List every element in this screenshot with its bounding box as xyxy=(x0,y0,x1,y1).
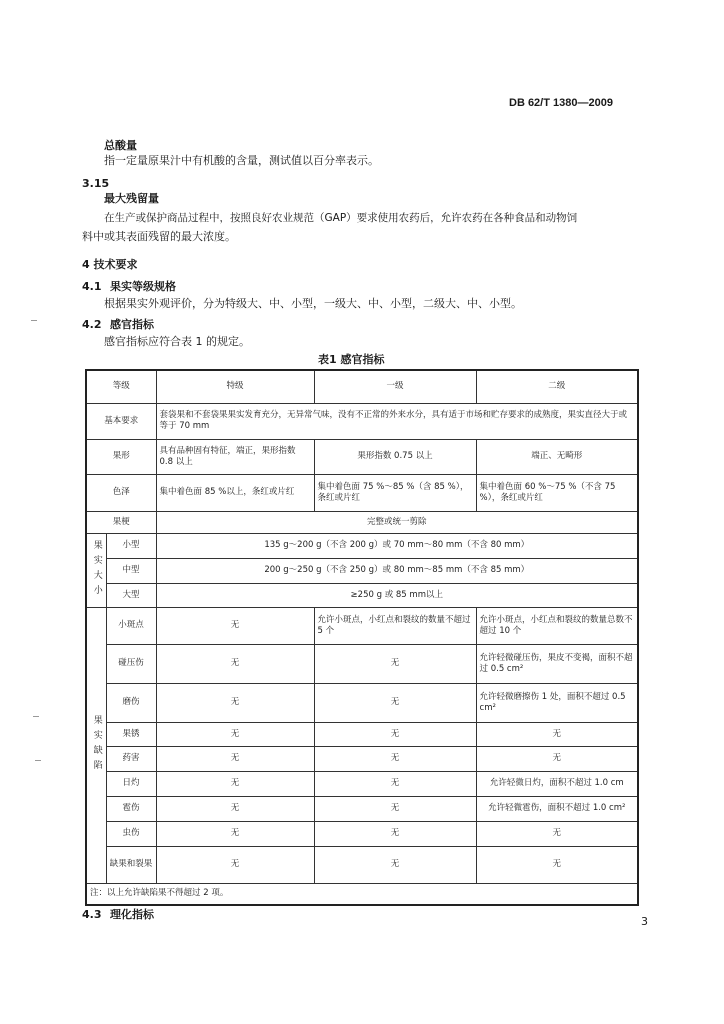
fruit-defect-group-label: 果实缺陷 xyxy=(86,607,106,883)
pesticide-damage-label: 药害 xyxy=(106,746,156,771)
fruit-shape-first: 果形指数 0.75 以上 xyxy=(314,439,476,474)
rust-first: 无 xyxy=(314,722,476,746)
insect-first: 无 xyxy=(314,821,476,846)
small-spot-second: 允许小斑点，小红点和裂纹的数量总数不超过 10 个 xyxy=(476,607,638,644)
hail-special: 无 xyxy=(156,796,314,821)
color-second: 集中着色面 60 %～75 %（不含 75 %），条红或片红 xyxy=(476,474,638,511)
pesticide-special: 无 xyxy=(156,746,314,771)
header-second-grade: 二级 xyxy=(476,370,638,403)
crack-fruit-label: 缺果和裂果 xyxy=(106,846,156,883)
section-4-1-number: 4.1 xyxy=(82,280,102,293)
basic-requirement-label: 基本要求 xyxy=(86,403,156,439)
crack-first: 无 xyxy=(314,846,476,883)
rust-special: 无 xyxy=(156,722,314,746)
size-large-text: ≥250 g 或 85 mm以上 xyxy=(156,583,638,607)
rust-second: 无 xyxy=(476,722,638,746)
size-medium-text: 200 g～250 g（不含 250 g）或 80 mm～85 mm（不含 85 mm） xyxy=(156,558,638,583)
crush-first: 无 xyxy=(314,644,476,683)
fruit-shape-label: 果形 xyxy=(86,439,156,474)
rust-label: 果锈 xyxy=(106,722,156,746)
crush-label: 碰压伤 xyxy=(106,644,156,683)
fruit-size-group-label: 果实大小 xyxy=(86,533,106,607)
size-small-text: 135 g～200 g（不含 200 g）或 70 mm～80 mm（不含 80 mm） xyxy=(156,533,638,558)
section-3-15-definition-line2: 料中或其表面残留的最大浓度。 xyxy=(82,230,236,243)
color-special: 集中着色面 85 %以上，条红或片红 xyxy=(156,474,314,511)
insect-damage-label: 虫伤 xyxy=(106,821,156,846)
section-3-15-definition-line1: 在生产或保护商品过程中，按照良好农业规范（GAP）要求使用农药后，允许农药在各种食品和动物饲 xyxy=(104,212,578,224)
header-first-grade: 一级 xyxy=(314,370,476,403)
color-label: 色泽 xyxy=(86,474,156,511)
size-small-label: 小型 xyxy=(106,533,156,558)
section-4-3-number: 4.3 xyxy=(82,908,102,921)
abrasion-special: 无 xyxy=(156,683,314,722)
sunburn-second: 允许轻微日灼，面积不超过 1.0 cm xyxy=(476,771,638,796)
section-4-2-number: 4.2 xyxy=(82,318,102,331)
page-number: 3 xyxy=(641,915,648,928)
size-large-label: 大型 xyxy=(106,583,156,607)
header-grade-cell: 等级 xyxy=(86,370,156,403)
section-4-1-title: 果实等级规格 xyxy=(110,280,176,293)
table-note: 注：以上允许缺陷果不得超过 2 项。 xyxy=(86,883,638,905)
sunburn-special: 无 xyxy=(156,771,314,796)
size-medium-label: 中型 xyxy=(106,558,156,583)
color-first: 集中着色面 75 %～85 %（含 85 %），条红或片红 xyxy=(314,474,476,511)
sunburn-first: 无 xyxy=(314,771,476,796)
pesticide-first: 无 xyxy=(314,746,476,771)
pesticide-second: 无 xyxy=(476,746,638,771)
small-spot-label: 小斑点 xyxy=(106,607,156,644)
margin-mark xyxy=(33,716,39,717)
abrasion-label: 磨伤 xyxy=(106,683,156,722)
abrasion-first: 无 xyxy=(314,683,476,722)
fruit-stem-label: 果梗 xyxy=(86,511,156,533)
section-4-2-title: 感官指标 xyxy=(110,318,154,331)
crush-special: 无 xyxy=(156,644,314,683)
hail-damage-label: 雹伤 xyxy=(106,796,156,821)
hail-second: 允许轻微雹伤，面积不超过 1.0 cm² xyxy=(476,796,638,821)
insect-second: 无 xyxy=(476,821,638,846)
small-spot-first: 允许小斑点，小红点和裂纹的数量不超过 5 个 xyxy=(314,607,476,644)
section-3-15-title: 最大残留量 xyxy=(104,192,159,205)
term-total-acid-title: 总酸量 xyxy=(104,139,137,152)
section-3-15-number: 3.15 xyxy=(82,177,110,190)
fruit-shape-second: 端正、无畸形 xyxy=(476,439,638,474)
margin-mark xyxy=(31,320,37,321)
fruit-shape-special: 具有品种固有特征，端正，果形指数 0.8 以上 xyxy=(156,439,314,474)
sensory-index-table xyxy=(85,369,639,906)
section-4-3-title: 理化指标 xyxy=(110,908,154,921)
section-4-1-text: 根据果实外观评价，分为特级大、中、小型，一级大、中、小型，二级大、中、小型。 xyxy=(104,297,522,310)
section-4-2-text: 感官指标应符合表 1 的规定。 xyxy=(104,335,250,348)
header-special-grade: 特级 xyxy=(156,370,314,403)
crush-second: 允许轻微碰压伤，果皮不变褐，面积不超过 0.5 cm² xyxy=(476,644,638,683)
margin-mark xyxy=(35,760,41,761)
section-4-heading: 4 技术要求 xyxy=(82,258,138,271)
crack-special: 无 xyxy=(156,846,314,883)
abrasion-second: 允许轻微磨擦伤 1 处，面积不超过 0.5 cm² xyxy=(476,683,638,722)
hail-first: 无 xyxy=(314,796,476,821)
sunburn-label: 日灼 xyxy=(106,771,156,796)
fruit-stem-text: 完整或统一剪除 xyxy=(156,511,638,533)
insect-special: 无 xyxy=(156,821,314,846)
table-caption: 表1 感官指标 xyxy=(318,353,385,366)
small-spot-special: 无 xyxy=(156,607,314,644)
document-id-header: DB 62/T 1380—2009 xyxy=(509,97,613,109)
term-total-acid-definition: 指一定量原果汁中有机酸的含量，测试值以百分率表示。 xyxy=(104,154,379,167)
basic-requirement-text: 套袋果和不套袋果果实发育充分，无异常气味，没有不正常的外来水分，具有适于市场和贮存要求的成熟度，果实直径大于或等于 70 mm xyxy=(156,403,638,439)
crack-second: 无 xyxy=(476,846,638,883)
